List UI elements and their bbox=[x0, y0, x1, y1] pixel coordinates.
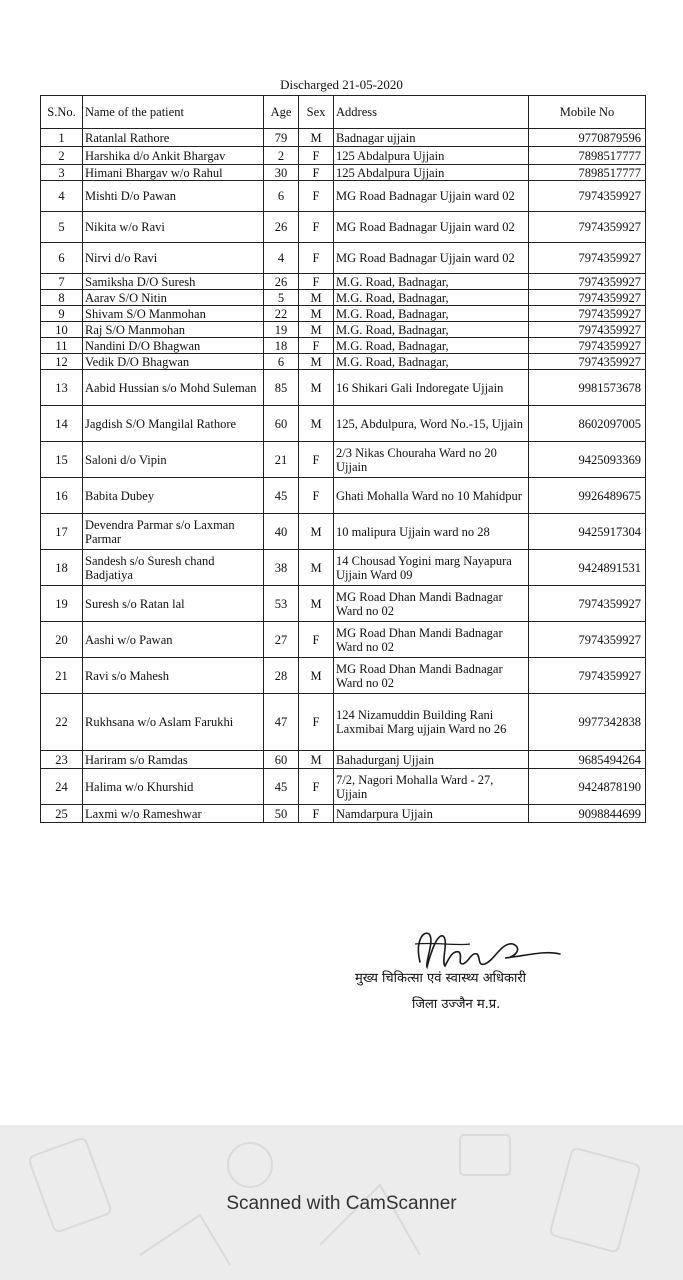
table-row bbox=[41, 243, 646, 274]
cell-name: Aashi w/o Pawan bbox=[83, 622, 264, 658]
cell-name: Samiksha D/O Suresh bbox=[83, 274, 264, 290]
cell-sno: 16 bbox=[41, 478, 83, 514]
header-sno: S.No. bbox=[41, 96, 83, 129]
header-address: Address bbox=[334, 96, 529, 129]
cell-age: 38 bbox=[264, 550, 299, 586]
cell-sex: M bbox=[299, 586, 334, 622]
cell-sex: M bbox=[299, 370, 334, 406]
cell-sno: 24 bbox=[41, 769, 83, 805]
cell-name: Nirvi d/o Ravi bbox=[83, 243, 264, 274]
cell-age: 45 bbox=[264, 769, 299, 805]
cell-address: MG Road Dhan Mandi Badnagar Ward no 02 bbox=[334, 586, 529, 622]
table-row bbox=[41, 622, 646, 658]
cell-age: 45 bbox=[264, 478, 299, 514]
table-header-row bbox=[41, 96, 646, 129]
cell-sex: M bbox=[299, 550, 334, 586]
cell-address: M.G. Road, Badnagar, bbox=[334, 322, 529, 338]
patient-table-container bbox=[40, 95, 645, 823]
cell-sex: F bbox=[299, 243, 334, 274]
cell-name: Shivam S/O Manmohan bbox=[83, 306, 264, 322]
cell-sex: M bbox=[299, 129, 334, 147]
cell-sno: 25 bbox=[41, 805, 83, 823]
table-row bbox=[41, 129, 646, 147]
table-row bbox=[41, 274, 646, 290]
cell-address: MG Road Dhan Mandi Badnagar Ward no 02 bbox=[334, 658, 529, 694]
cell-age: 2 bbox=[264, 147, 299, 165]
cell-age: 50 bbox=[264, 805, 299, 823]
cell-name: Aabid Hussian s/o Mohd Suleman bbox=[83, 370, 264, 406]
cell-mobile: 9425093369 bbox=[529, 442, 646, 478]
cell-age: 18 bbox=[264, 338, 299, 354]
cell-sno: 6 bbox=[41, 243, 83, 274]
cell-mobile: 7974359927 bbox=[529, 181, 646, 212]
cell-name: Ratanlal Rathore bbox=[83, 129, 264, 147]
cell-sno: 17 bbox=[41, 514, 83, 550]
cell-age: 27 bbox=[264, 622, 299, 658]
cell-sex: F bbox=[299, 442, 334, 478]
cell-sex: F bbox=[299, 147, 334, 165]
cell-sex: F bbox=[299, 212, 334, 243]
cell-age: 19 bbox=[264, 322, 299, 338]
cell-sex: F bbox=[299, 769, 334, 805]
cell-address: MG Road Badnagar Ujjain ward 02 bbox=[334, 181, 529, 212]
cell-address: M.G. Road, Badnagar, bbox=[334, 290, 529, 306]
cell-address: 2/3 Nikas Chouraha Ward no 20 Ujjain bbox=[334, 442, 529, 478]
cell-mobile: 7974359927 bbox=[529, 586, 646, 622]
cell-mobile: 7974359927 bbox=[529, 243, 646, 274]
cell-mobile: 9981573678 bbox=[529, 370, 646, 406]
table-row bbox=[41, 406, 646, 442]
cell-mobile: 7974359927 bbox=[529, 322, 646, 338]
table-row bbox=[41, 212, 646, 243]
cell-mobile: 9424878190 bbox=[529, 769, 646, 805]
cell-mobile: 9098844699 bbox=[529, 805, 646, 823]
cell-address: MG Road Dhan Mandi Badnagar Ward no 02 bbox=[334, 622, 529, 658]
cell-mobile: 7974359927 bbox=[529, 274, 646, 290]
cell-age: 28 bbox=[264, 658, 299, 694]
cell-mobile: 7974359927 bbox=[529, 306, 646, 322]
cell-address: 125 Abdalpura Ujjain bbox=[334, 147, 529, 165]
document-title: Discharged 21-05-2020 bbox=[280, 77, 403, 92]
camscanner-watermark: Scanned with CamScanner bbox=[226, 1193, 457, 1214]
cell-mobile: 9424891531 bbox=[529, 550, 646, 586]
cell-sex: M bbox=[299, 751, 334, 769]
cell-sno: 11 bbox=[41, 338, 83, 354]
table-row bbox=[41, 181, 646, 212]
signature-district: जिला उज्जैन म.प्र. bbox=[412, 997, 501, 1012]
signature-title: मुख्य चिकित्सा एवं स्वास्थ्य अधिकारी bbox=[355, 971, 527, 986]
cell-name: Sandesh s/o Suresh chand Badjatiya bbox=[83, 550, 264, 586]
table-row bbox=[41, 751, 646, 769]
cell-age: 26 bbox=[264, 212, 299, 243]
cell-age: 85 bbox=[264, 370, 299, 406]
cell-address: M.G. Road, Badnagar, bbox=[334, 354, 529, 370]
cell-sex: F bbox=[299, 694, 334, 751]
cell-address: MG Road Badnagar Ujjain ward 02 bbox=[334, 212, 529, 243]
cell-name: Jagdish S/O Mangilal Rathore bbox=[83, 406, 264, 442]
cell-age: 5 bbox=[264, 290, 299, 306]
cell-sno: 9 bbox=[41, 306, 83, 322]
cell-name: Laxmi w/o Rameshwar bbox=[83, 805, 264, 823]
table-row bbox=[41, 514, 646, 550]
cell-age: 60 bbox=[264, 751, 299, 769]
cell-address: 16 Shikari Gali Indoregate Ujjain bbox=[334, 370, 529, 406]
cell-sex: F bbox=[299, 338, 334, 354]
table-row bbox=[41, 147, 646, 165]
cell-name: Hariram s/o Ramdas bbox=[83, 751, 264, 769]
cell-mobile: 9977342838 bbox=[529, 694, 646, 751]
cell-mobile: 7974359927 bbox=[529, 658, 646, 694]
cell-age: 6 bbox=[264, 181, 299, 212]
cell-sex: F bbox=[299, 274, 334, 290]
cell-address: Namdarpura Ujjain bbox=[334, 805, 529, 823]
cell-sno: 18 bbox=[41, 550, 83, 586]
table-row bbox=[41, 354, 646, 370]
table-row bbox=[41, 694, 646, 751]
cell-name: Halima w/o Khurshid bbox=[83, 769, 264, 805]
cell-sex: M bbox=[299, 658, 334, 694]
cell-address: 10 malipura Ujjain ward no 28 bbox=[334, 514, 529, 550]
cell-sno: 4 bbox=[41, 181, 83, 212]
cell-sno: 20 bbox=[41, 622, 83, 658]
cell-age: 22 bbox=[264, 306, 299, 322]
cell-sno: 5 bbox=[41, 212, 83, 243]
table-row bbox=[41, 550, 646, 586]
cell-sno: 2 bbox=[41, 147, 83, 165]
cell-sex: M bbox=[299, 290, 334, 306]
cell-sno: 15 bbox=[41, 442, 83, 478]
cell-mobile: 9926489675 bbox=[529, 478, 646, 514]
cell-mobile: 7974359927 bbox=[529, 338, 646, 354]
header-sex: Sex bbox=[299, 96, 334, 129]
table-row bbox=[41, 586, 646, 622]
cell-sex: F bbox=[299, 478, 334, 514]
cell-age: 6 bbox=[264, 354, 299, 370]
table-row bbox=[41, 306, 646, 322]
cell-age: 79 bbox=[264, 129, 299, 147]
cell-age: 26 bbox=[264, 274, 299, 290]
cell-name: Rukhsana w/o Aslam Farukhi bbox=[83, 694, 264, 751]
cell-address: M.G. Road, Badnagar, bbox=[334, 338, 529, 354]
cell-name: Aarav S/O Nitin bbox=[83, 290, 264, 306]
cell-age: 21 bbox=[264, 442, 299, 478]
table-row bbox=[41, 290, 646, 306]
cell-age: 47 bbox=[264, 694, 299, 751]
cell-address: Badnagar ujjain bbox=[334, 129, 529, 147]
cell-name: Harshika d/o Ankit Bhargav bbox=[83, 147, 264, 165]
cell-age: 30 bbox=[264, 165, 299, 181]
cell-sex: F bbox=[299, 805, 334, 823]
header-name: Name of the patient bbox=[83, 96, 264, 129]
cell-address: M.G. Road, Badnagar, bbox=[334, 274, 529, 290]
cell-address: 14 Chousad Yogini marg Nayapura Ujjain Ward 09 bbox=[334, 550, 529, 586]
table-row bbox=[41, 165, 646, 181]
cell-mobile: 7898517777 bbox=[529, 165, 646, 181]
cell-sno: 12 bbox=[41, 354, 83, 370]
cell-name: Himani Bhargav w/o Rahul bbox=[83, 165, 264, 181]
cell-sno: 22 bbox=[41, 694, 83, 751]
cell-sno: 13 bbox=[41, 370, 83, 406]
cell-name: Nandini D/O Bhagwan bbox=[83, 338, 264, 354]
cell-sno: 21 bbox=[41, 658, 83, 694]
cell-address: MG Road Badnagar Ujjain ward 02 bbox=[334, 243, 529, 274]
cell-mobile: 7974359927 bbox=[529, 354, 646, 370]
cell-age: 53 bbox=[264, 586, 299, 622]
cell-age: 40 bbox=[264, 514, 299, 550]
cell-mobile: 9685494264 bbox=[529, 751, 646, 769]
cell-address: 125 Abdalpura Ujjain bbox=[334, 165, 529, 181]
cell-sex: M bbox=[299, 406, 334, 442]
cell-address: M.G. Road, Badnagar, bbox=[334, 306, 529, 322]
table-row bbox=[41, 769, 646, 805]
header-age: Age bbox=[264, 96, 299, 129]
cell-age: 4 bbox=[264, 243, 299, 274]
cell-name: Vedik D/O Bhagwan bbox=[83, 354, 264, 370]
cell-name: Devendra Parmar s/o Laxman Parmar bbox=[83, 514, 264, 550]
cell-age: 60 bbox=[264, 406, 299, 442]
cell-address: Ghati Mohalla Ward no 10 Mahidpur bbox=[334, 478, 529, 514]
cell-mobile: 7974359927 bbox=[529, 622, 646, 658]
cell-address: 7/2, Nagori Mohalla Ward - 27, Ujjain bbox=[334, 769, 529, 805]
table-row bbox=[41, 370, 646, 406]
cell-mobile: 9770879596 bbox=[529, 129, 646, 147]
cell-name: Ravi s/o Mahesh bbox=[83, 658, 264, 694]
cell-sno: 14 bbox=[41, 406, 83, 442]
cell-sno: 1 bbox=[41, 129, 83, 147]
cell-mobile: 7974359927 bbox=[529, 212, 646, 243]
table-row bbox=[41, 322, 646, 338]
cell-sno: 23 bbox=[41, 751, 83, 769]
table-row bbox=[41, 338, 646, 354]
cell-sex: F bbox=[299, 622, 334, 658]
cell-sno: 7 bbox=[41, 274, 83, 290]
table-row bbox=[41, 478, 646, 514]
patient-table bbox=[40, 95, 646, 823]
cell-mobile: 9425917304 bbox=[529, 514, 646, 550]
cell-mobile: 8602097005 bbox=[529, 406, 646, 442]
cell-sex: M bbox=[299, 354, 334, 370]
cell-name: Saloni d/o Vipin bbox=[83, 442, 264, 478]
table-row bbox=[41, 805, 646, 823]
cell-sex: F bbox=[299, 181, 334, 212]
cell-sex: M bbox=[299, 306, 334, 322]
cell-mobile: 7898517777 bbox=[529, 147, 646, 165]
cell-address: Bahadurganj Ujjain bbox=[334, 751, 529, 769]
cell-name: Babita Dubey bbox=[83, 478, 264, 514]
cell-sno: 10 bbox=[41, 322, 83, 338]
cell-sex: M bbox=[299, 322, 334, 338]
cell-name: Suresh s/o Ratan lal bbox=[83, 586, 264, 622]
cell-sex: F bbox=[299, 165, 334, 181]
cell-sno: 19 bbox=[41, 586, 83, 622]
table-row bbox=[41, 442, 646, 478]
cell-mobile: 7974359927 bbox=[529, 290, 646, 306]
cell-address: 124 Nizamuddin Building Rani Laxmibai Marg ujjain Ward no 26 bbox=[334, 694, 529, 751]
cell-sno: 3 bbox=[41, 165, 83, 181]
cell-address: 125, Abdulpura, Word No.-15, Ujjain bbox=[334, 406, 529, 442]
cell-name: Nikita w/o Ravi bbox=[83, 212, 264, 243]
cell-sno: 8 bbox=[41, 290, 83, 306]
cell-name: Mishti D/o Pawan bbox=[83, 181, 264, 212]
table-row bbox=[41, 658, 646, 694]
header-mobile: Mobile No bbox=[529, 96, 646, 129]
cell-sex: M bbox=[299, 514, 334, 550]
cell-name: Raj S/O Manmohan bbox=[83, 322, 264, 338]
